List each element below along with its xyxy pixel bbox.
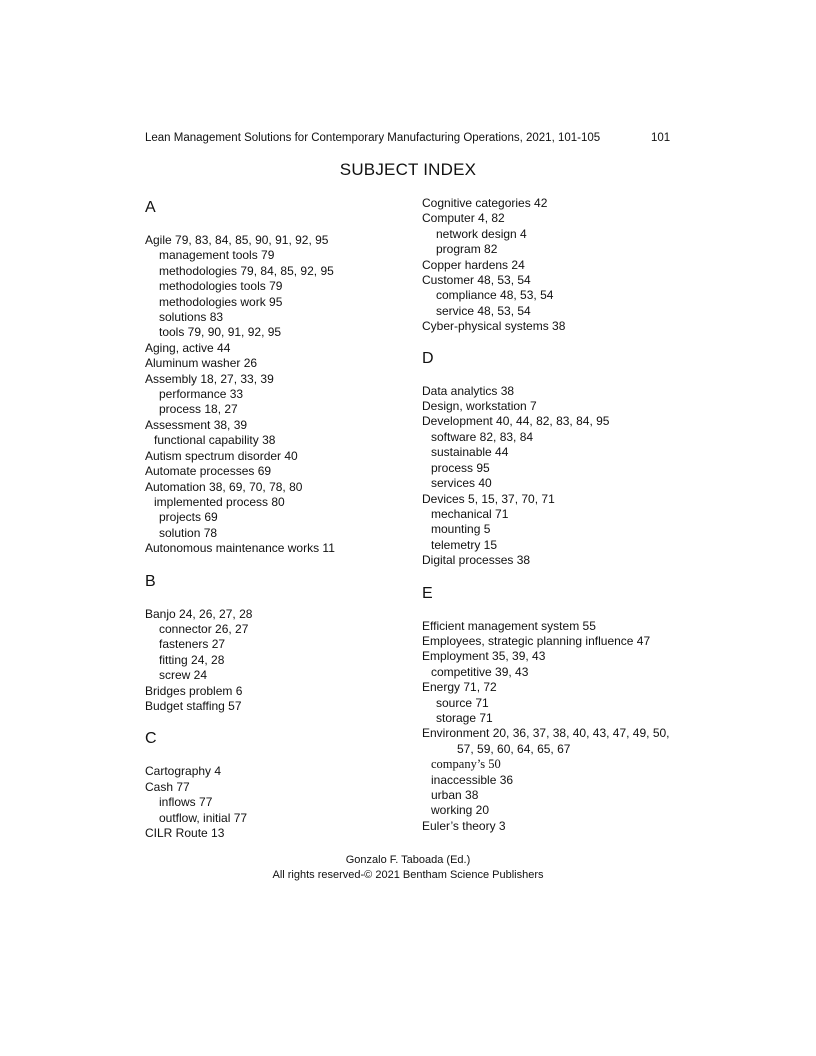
index-entry: Environment 20, 36, 37, 38, 40, 43, 47, 49, 50, <box>422 726 670 741</box>
section-letter-heading: D <box>422 349 434 367</box>
index-entry: Euler’s theory 3 <box>422 818 506 833</box>
running-header: Lean Management Solutions for Contemporary Manufacturing Operations, 2021, 101-105 <box>145 132 601 144</box>
index-entry: Automation 38, 69, 70, 78, 80 <box>145 479 303 494</box>
index-subentry: program 82 <box>436 242 498 257</box>
index-entry: Cognitive categories 42 <box>422 196 548 210</box>
index-section <box>422 196 670 335</box>
index-entry: Computer 4, 82 <box>422 211 505 226</box>
index-subentry: solution 78 <box>159 525 218 540</box>
index-entry: CILR Route 13 <box>145 826 225 840</box>
index-subentry: outflow, initial 77 <box>159 810 248 825</box>
index-subentry: screw 24 <box>159 668 208 683</box>
section-letter-heading: A <box>145 199 156 216</box>
index-entry: Aging, active 44 <box>145 340 231 355</box>
index-entry: Budget staffing 57 <box>145 698 242 713</box>
section-letter-heading: E <box>422 584 433 602</box>
index-subentry: urban 38 <box>431 788 479 802</box>
index-entry: Autism spectrum disorder 40 <box>145 448 298 463</box>
index-subentry: process 95 <box>431 460 490 475</box>
index-entry: Data analytics 38 <box>422 383 515 398</box>
index-subentry: service 48, 53, 54 <box>436 303 531 318</box>
section-letter-heading: C <box>145 730 157 748</box>
index-subentry: methodologies 79, 84, 85, 92, 95 <box>159 263 334 278</box>
index-section <box>145 572 335 715</box>
index-subentry: functional capability 38 <box>154 433 276 448</box>
index-entry: Employment 35, 39, 43 <box>422 649 546 664</box>
index-subentry: competitive 39, 43 <box>431 664 529 679</box>
index-subentry: methodologies work 95 <box>159 294 283 309</box>
index-entry-continuation: 57, 59, 60, 64, 65, 67 <box>457 741 571 756</box>
index-subentry: implemented process 80 <box>154 494 285 509</box>
page-number: 101 <box>651 132 671 144</box>
index-entry: Assembly 18, 27, 33, 39 <box>145 371 274 386</box>
index-section <box>422 584 670 835</box>
index-entry: Efficient management system 55 <box>422 618 596 633</box>
footer-editor: Gonzalo F. Taboada (Ed.) <box>345 854 471 866</box>
index-entry: Agile 79, 83, 84, 85, 90, 91, 92, 95 <box>145 233 329 247</box>
index-subentry: mechanical 71 <box>431 506 509 521</box>
index-subentry: solutions 83 <box>159 310 224 325</box>
index-subentry: inaccessible 36 <box>431 772 514 787</box>
index-subentry: connector 26, 27 <box>159 621 249 636</box>
footer-rights: All rights reserved-© 2021 Bentham Science Publishers <box>272 869 544 881</box>
index-entry: Banjo 24, 26, 27, 28 <box>145 606 253 621</box>
index-subentry: storage 71 <box>436 710 493 725</box>
index-subentry: fitting 24, 28 <box>159 652 225 667</box>
index-section <box>145 729 335 841</box>
index-subentry: projects 69 <box>159 510 218 525</box>
index-entry: Automate processes 69 <box>145 464 272 479</box>
index-entry: Cyber-physical systems 38 <box>422 319 566 334</box>
index-entry: Cartography 4 <box>145 764 222 779</box>
index-subentry: process 18, 27 <box>159 402 238 417</box>
index-subentry: source 71 <box>436 695 489 710</box>
index-subentry: tools 79, 90, 91, 92, 95 <box>159 325 282 340</box>
index-entry: Assessment 38, 39 <box>145 417 248 432</box>
section-letter-heading: B <box>145 572 156 590</box>
index-entry: Cash 77 <box>145 779 190 794</box>
index-subentry: working 20 <box>431 803 490 818</box>
page-title: SUBJECT INDEX <box>339 160 477 179</box>
index-entry: Energy 71, 72 <box>422 680 497 695</box>
index-subentry: sustainable 44 <box>431 445 509 460</box>
index-entry: Digital processes 38 <box>422 553 531 568</box>
index-subentry: mounting 5 <box>431 522 491 537</box>
index-subentry: telemetry 15 <box>431 537 498 552</box>
index-subentry: inflows 77 <box>159 795 213 810</box>
index-entry: Employees, strategic planning influence 47 <box>422 633 651 648</box>
index-subentry: services 40 <box>431 476 492 491</box>
index-subentry: software 82, 83, 84 <box>431 429 534 444</box>
index-entry: Copper hardens 24 <box>422 257 525 272</box>
index-subentry: performance 33 <box>159 387 244 402</box>
index-entry: Autonomous maintenance works 11 <box>145 541 335 556</box>
index-entry: Bridges problem 6 <box>145 683 243 698</box>
index-subentry: management tools 79 <box>159 248 275 263</box>
index-column-right <box>422 196 670 834</box>
index-section <box>422 349 670 569</box>
index-column-left <box>145 196 335 841</box>
index-subentry: compliance 48, 53, 54 <box>436 288 554 303</box>
index-subentry: fasteners 27 <box>159 637 226 652</box>
index-section <box>145 198 335 557</box>
index-entry: Design, workstation 7 <box>422 399 537 414</box>
index-entry: Aluminum washer 26 <box>145 356 258 371</box>
index-subentry: company’s 50 <box>431 757 501 772</box>
index-subentry: methodologies tools 79 <box>159 279 283 294</box>
index-subentry: network design 4 <box>436 226 527 241</box>
index-entry: Development 40, 44, 82, 83, 84, 95 <box>422 414 610 429</box>
index-entry: Customer 48, 53, 54 <box>422 273 531 288</box>
index-entry: Devices 5, 15, 37, 70, 71 <box>422 491 555 506</box>
